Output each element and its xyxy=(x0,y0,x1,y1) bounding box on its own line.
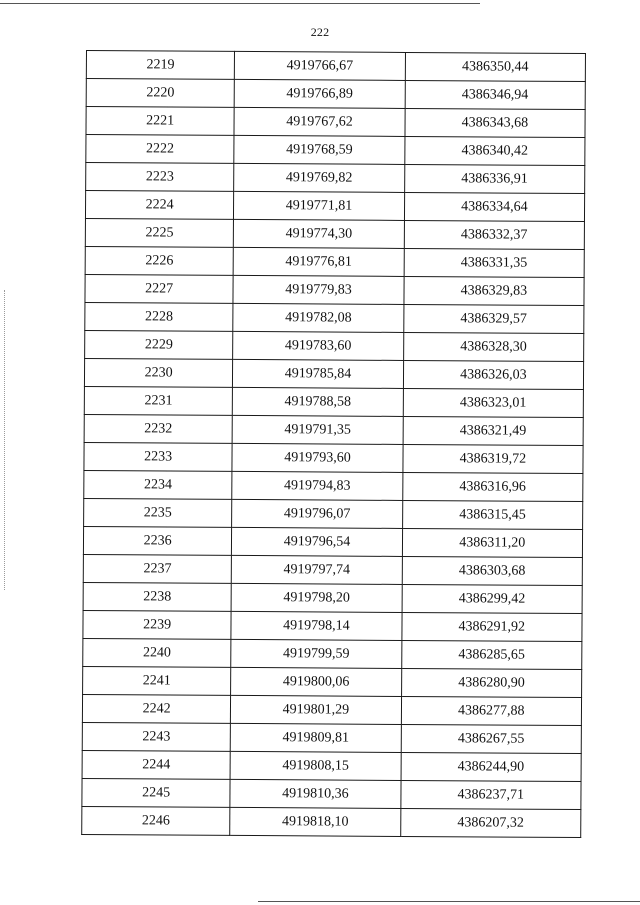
point-number-cell: 2235 xyxy=(84,498,232,527)
point-number-cell: 2240 xyxy=(83,638,231,667)
x-coordinate-cell: 4919809,81 xyxy=(230,723,401,752)
table-row xyxy=(84,358,583,389)
point-number-cell: 2227 xyxy=(85,274,233,303)
table-row xyxy=(82,750,581,781)
table-row xyxy=(83,638,582,669)
x-coordinate-cell: 4919788,58 xyxy=(233,387,404,416)
y-coordinate-cell: 4386244,90 xyxy=(401,752,582,781)
point-number-cell: 2233 xyxy=(84,442,232,471)
table-row xyxy=(85,218,584,249)
table-row xyxy=(84,498,583,529)
y-coordinate-cell: 4386326,03 xyxy=(403,360,584,389)
y-coordinate-cell: 4386316,96 xyxy=(402,472,583,501)
scan-edge-top xyxy=(0,3,480,4)
point-number-cell: 2246 xyxy=(82,806,230,835)
y-coordinate-cell: 4386328,30 xyxy=(403,332,584,361)
x-coordinate-cell: 4919810,36 xyxy=(230,779,401,808)
y-coordinate-cell: 4386280,90 xyxy=(401,668,582,697)
x-coordinate-cell: 4919798,20 xyxy=(231,583,402,612)
point-number-cell: 2228 xyxy=(85,302,233,331)
table-row xyxy=(83,554,582,585)
point-number-cell: 2222 xyxy=(86,135,234,164)
point-number-cell: 2225 xyxy=(85,218,233,247)
x-coordinate-cell: 4919796,54 xyxy=(232,527,403,556)
y-coordinate-cell: 4386311,20 xyxy=(402,528,583,557)
y-coordinate-cell: 4386336,91 xyxy=(404,164,585,193)
point-number-cell: 2239 xyxy=(83,610,231,639)
x-coordinate-cell: 4919791,35 xyxy=(232,415,403,444)
x-coordinate-cell: 4919808,15 xyxy=(230,751,401,780)
point-number-cell: 2236 xyxy=(83,526,231,555)
table-row xyxy=(84,470,583,501)
point-number-cell: 2232 xyxy=(84,414,232,443)
point-number-cell: 2224 xyxy=(85,191,233,220)
x-coordinate-cell: 4919782,08 xyxy=(233,303,404,332)
x-coordinate-cell: 4919798,14 xyxy=(231,611,402,640)
y-coordinate-cell: 4386334,64 xyxy=(404,192,585,221)
point-number-cell: 2241 xyxy=(83,666,231,695)
y-coordinate-cell: 4386319,72 xyxy=(403,444,584,473)
x-coordinate-cell: 4919769,82 xyxy=(234,163,405,192)
scan-edge-left xyxy=(4,290,6,590)
y-coordinate-cell: 4386237,71 xyxy=(401,780,582,809)
point-number-cell: 2245 xyxy=(82,778,230,807)
point-number-cell: 2223 xyxy=(86,163,234,192)
y-coordinate-cell: 4386329,83 xyxy=(404,276,585,305)
table-row xyxy=(82,806,581,837)
y-coordinate-cell: 4386291,92 xyxy=(402,612,583,641)
y-coordinate-cell: 4386285,65 xyxy=(401,640,582,669)
x-coordinate-cell: 4919766,89 xyxy=(234,79,405,108)
y-coordinate-cell: 4386332,37 xyxy=(404,220,585,249)
table-row xyxy=(82,722,581,753)
x-coordinate-cell: 4919796,07 xyxy=(232,499,403,528)
y-coordinate-cell: 4386343,68 xyxy=(405,108,586,137)
point-number-cell: 2221 xyxy=(86,107,234,136)
table-row xyxy=(86,51,585,82)
table-row xyxy=(84,386,583,417)
x-coordinate-cell: 4919818,10 xyxy=(230,807,401,836)
table-row xyxy=(86,163,585,194)
point-number-cell: 2237 xyxy=(83,554,231,583)
table-row xyxy=(85,246,584,277)
x-coordinate-cell: 4919801,29 xyxy=(231,695,402,724)
point-number-cell: 2230 xyxy=(84,358,232,387)
table-row xyxy=(86,135,585,166)
y-coordinate-cell: 4386331,35 xyxy=(404,248,585,277)
point-number-cell: 2242 xyxy=(82,694,230,723)
table-row xyxy=(82,694,581,725)
table-row xyxy=(86,79,585,110)
x-coordinate-cell: 4919771,81 xyxy=(234,191,405,220)
table-row xyxy=(84,414,583,445)
y-coordinate-cell: 4386346,94 xyxy=(405,80,586,109)
table-row xyxy=(85,274,584,305)
point-number-cell: 2238 xyxy=(83,582,231,611)
y-coordinate-cell: 4386350,44 xyxy=(405,52,586,81)
x-coordinate-cell: 4919785,84 xyxy=(233,359,404,388)
table-row xyxy=(83,582,582,613)
scan-edge-bottom xyxy=(258,901,640,902)
point-number-cell: 2244 xyxy=(82,750,230,779)
x-coordinate-cell: 4919793,60 xyxy=(232,443,403,472)
y-coordinate-cell: 4386303,68 xyxy=(402,556,583,585)
y-coordinate-cell: 4386267,55 xyxy=(401,724,582,753)
coordinates-table xyxy=(81,50,586,838)
x-coordinate-cell: 4919800,06 xyxy=(231,667,402,696)
point-number-cell: 2220 xyxy=(86,79,234,108)
x-coordinate-cell: 4919766,67 xyxy=(235,51,406,80)
x-coordinate-cell: 4919774,30 xyxy=(234,219,405,248)
point-number-cell: 2229 xyxy=(85,330,233,359)
point-number-cell: 2226 xyxy=(85,246,233,275)
point-number-cell: 2231 xyxy=(84,386,232,415)
x-coordinate-cell: 4919783,60 xyxy=(233,331,404,360)
y-coordinate-cell: 4386277,88 xyxy=(401,696,582,725)
y-coordinate-cell: 4386323,01 xyxy=(403,388,584,417)
x-coordinate-cell: 4919779,83 xyxy=(233,275,404,304)
point-number-cell: 2219 xyxy=(86,51,234,80)
y-coordinate-cell: 4386207,32 xyxy=(400,808,581,837)
point-number-cell: 2243 xyxy=(82,722,230,751)
table-row xyxy=(85,302,584,333)
y-coordinate-cell: 4386329,57 xyxy=(403,304,584,333)
x-coordinate-cell: 4919797,74 xyxy=(232,555,403,584)
y-coordinate-cell: 4386299,42 xyxy=(402,584,583,613)
table-row xyxy=(85,191,584,222)
point-number-cell: 2234 xyxy=(84,470,232,499)
coordinates-table-body xyxy=(82,51,586,838)
table-row xyxy=(82,778,581,809)
y-coordinate-cell: 4386321,49 xyxy=(403,416,584,445)
table-row xyxy=(84,442,583,473)
table-row xyxy=(83,526,582,557)
table-row xyxy=(85,330,584,361)
table-row xyxy=(83,666,582,697)
x-coordinate-cell: 4919768,59 xyxy=(234,135,405,164)
x-coordinate-cell: 4919776,81 xyxy=(233,247,404,276)
x-coordinate-cell: 4919799,59 xyxy=(231,639,402,668)
y-coordinate-cell: 4386315,45 xyxy=(402,500,583,529)
x-coordinate-cell: 4919767,62 xyxy=(234,107,405,136)
y-coordinate-cell: 4386340,42 xyxy=(404,136,585,165)
table-row xyxy=(86,107,585,138)
page-number: 222 xyxy=(310,25,330,39)
x-coordinate-cell: 4919794,83 xyxy=(232,471,403,500)
table-row xyxy=(83,610,582,641)
